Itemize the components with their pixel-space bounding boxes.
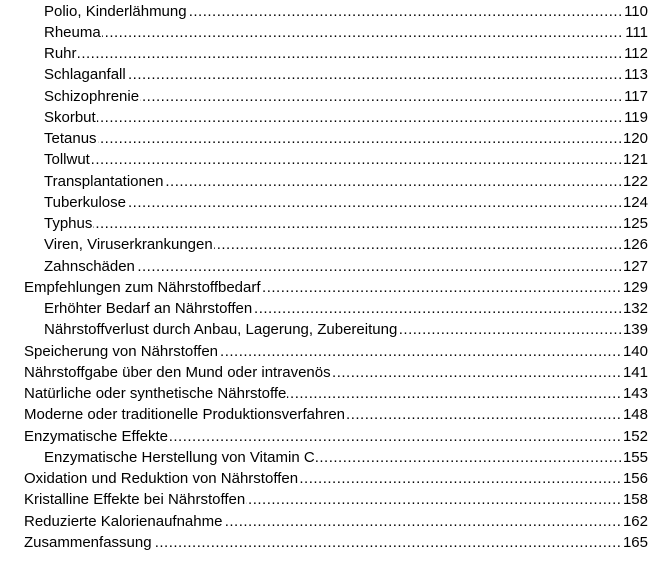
toc-entry-page: 143 xyxy=(622,383,648,405)
toc-entry-title: Erhöhter Bedarf an Nährstoffen xyxy=(44,298,253,320)
toc-entry-page: 121 xyxy=(622,149,648,171)
toc-entry-title: Viren, Viruserkrankungen xyxy=(44,234,214,256)
toc-entry-page: 117 xyxy=(623,86,648,108)
toc-entry[interactable] xyxy=(44,447,648,469)
toc-entry-title: Natürliche oder synthetische Nährstoffe xyxy=(24,383,287,405)
toc-entry[interactable] xyxy=(44,192,648,214)
toc-entry-title: Oxidation und Reduktion von Nährstoffen xyxy=(24,468,299,490)
toc-entry-page: 127 xyxy=(622,256,648,278)
toc-entry-page: 124 xyxy=(622,192,648,214)
toc-entry-title: Schizophrenie xyxy=(44,86,140,108)
toc-entry-page: 140 xyxy=(622,341,648,363)
toc-entry-title: Kristalline Effekte bei Nährstoffen xyxy=(24,489,246,511)
toc-entry[interactable] xyxy=(44,256,648,278)
toc-entry[interactable] xyxy=(44,43,648,65)
toc-entry-page: 125 xyxy=(622,213,648,235)
toc-entry-page: 158 xyxy=(622,489,648,511)
toc-entry-title: Zahnschäden xyxy=(44,256,136,278)
toc-entry-page: 122 xyxy=(622,171,648,193)
toc-entry-title: Moderne oder traditionelle Produktionsverfahren xyxy=(24,404,346,426)
toc-entry-title: Tetanus xyxy=(44,128,98,150)
toc-entry-page: 126 xyxy=(622,234,648,256)
toc-entry-page: 111 xyxy=(624,22,648,44)
toc-entry-page: 152 xyxy=(622,426,648,448)
toc-entry[interactable] xyxy=(44,22,648,44)
toc-entry-title: Tuberkulose xyxy=(44,192,127,214)
toc-entry[interactable] xyxy=(44,64,648,86)
toc-entry-page: 132 xyxy=(622,298,648,320)
toc-entry-page: 119 xyxy=(623,107,648,129)
toc-entry[interactable] xyxy=(24,489,648,511)
toc-entry-page: 162 xyxy=(622,511,648,533)
toc-entry-title: Transplantationen xyxy=(44,171,165,193)
toc-entry-page: 155 xyxy=(622,447,648,469)
toc-entry-title: Rheuma xyxy=(44,22,102,44)
toc-entry-page: 148 xyxy=(622,404,648,426)
toc-entry[interactable] xyxy=(44,86,648,108)
toc-entry[interactable] xyxy=(44,234,648,256)
toc-entry[interactable] xyxy=(44,213,648,235)
toc-entry-title: Reduzierte Kalorienaufnahme xyxy=(24,511,223,533)
toc-entry-title: Empfehlungen zum Nährstoffbedarf xyxy=(24,277,262,299)
toc-entry[interactable] xyxy=(44,171,648,193)
toc-entry[interactable] xyxy=(44,319,648,341)
toc-entry-title: Enzymatische Herstellung von Vitamin C xyxy=(44,447,316,469)
toc-entry[interactable] xyxy=(24,468,648,490)
toc-entry-title: Speicherung von Nährstoffen xyxy=(24,341,219,363)
toc-entry[interactable] xyxy=(24,277,648,299)
toc-entry-page: 129 xyxy=(622,277,648,299)
toc-entry-title: Enzymatische Effekte xyxy=(24,426,169,448)
toc-entry-title: Schlaganfall xyxy=(44,64,127,86)
toc-entry[interactable] xyxy=(44,128,648,150)
toc-entry[interactable] xyxy=(24,532,648,554)
toc-entry[interactable] xyxy=(44,1,648,23)
toc-entry-page: 165 xyxy=(622,532,648,554)
toc-entry-title: Nährstoffgabe über den Mund oder intravenös xyxy=(24,362,332,384)
toc-entry[interactable] xyxy=(24,383,648,405)
toc-entry[interactable] xyxy=(24,362,648,384)
toc-entry-title: Nährstoffverlust durch Anbau, Lagerung, Zubereitung xyxy=(44,319,398,341)
toc-entry-title: Tollwut xyxy=(44,149,91,171)
toc-entry-title: Polio, Kinderlähmung xyxy=(44,1,188,23)
toc-entry-title: Ruhr xyxy=(44,43,78,65)
toc-entry-page: 120 xyxy=(622,128,648,150)
toc-entry-title: Skorbut xyxy=(44,107,97,129)
toc-entry-page: 141 xyxy=(622,362,648,384)
toc-entry[interactable] xyxy=(24,404,648,426)
toc-entry-title: Zusammenfassung xyxy=(24,532,153,554)
toc-entry-page: 139 xyxy=(622,319,648,341)
toc-entry[interactable] xyxy=(44,107,648,129)
toc-entry-title: Typhus xyxy=(44,213,93,235)
toc-entry[interactable] xyxy=(44,298,648,320)
toc-entry[interactable] xyxy=(24,511,648,533)
toc-entry-page: 110 xyxy=(623,1,648,23)
toc-entry-page: 113 xyxy=(623,64,648,86)
toc-entry[interactable] xyxy=(24,341,648,363)
toc-entry[interactable] xyxy=(44,149,648,171)
toc-entry-page: 156 xyxy=(622,468,648,490)
toc-entry-page: 112 xyxy=(623,43,648,65)
toc-entry[interactable] xyxy=(24,426,648,448)
